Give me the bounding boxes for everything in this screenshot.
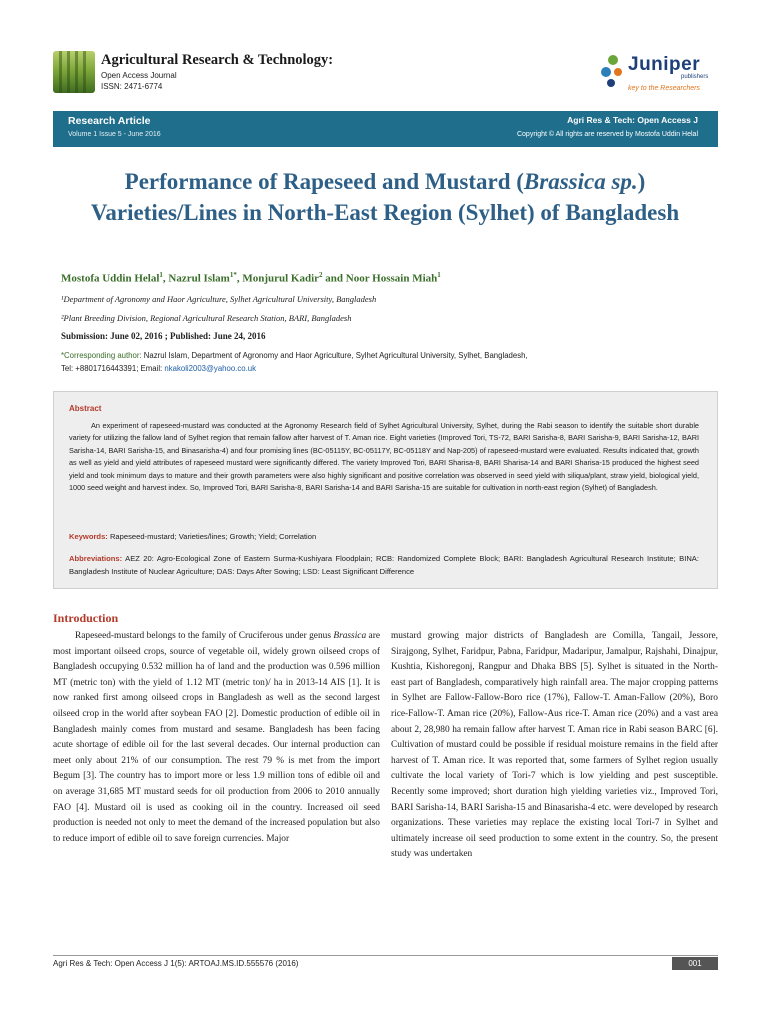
journal-abbrev: Agri Res & Tech: Open Access J <box>567 115 698 125</box>
page-number: 001 <box>672 957 718 970</box>
author-list: Mostofa Uddin Helal$^1$, Nazrul Islam$^{1*}$, Monjurul Kadir$^2$ and Noor Hossain Miah$^1$ <box>61 271 441 285</box>
journal-title: Agricultural Research & Technology: <box>101 52 334 68</box>
footer-divider <box>53 955 718 956</box>
submission-dates: Submission: June 02, 2016 ; Published: June 24, 2016 <box>61 331 266 341</box>
introduction-heading: Introduction <box>53 611 119 625</box>
abstract-heading: Abstract <box>69 404 102 413</box>
journal-issn: ISSN: 2471-6774 <box>101 82 163 91</box>
article-type: Research Article <box>68 115 151 127</box>
intro-column-1: Rapeseed-mustard belongs to the family of Cruciferous under genus Brassica are most important oilseed crops, source of vegetable oil, widely grown oilseed crops of Bangladesh occupying 0.532 million ha of land and the production was 0.596 million MT (metric ton) with the yield of 1.12 MT (metric ton)/ ha in 2013-14 AIS [1]. It is now ranked first among oilseed crops in Bangladesh as well as the second largest oilseed crop in the world after soybean FAO [2]. Domestic production of edible oil in Bangladesh mainly comes from mustard and sesame. Bangladesh has been facing acute shortage of edible oil for the last several decades. Our internal production can meet only about 21% of our consumption. The rest 79 % is met from the import Begum [3]. The country has to import more or less 1.9 million tons of edible oil and on average 31,685 MT mustard seeds for oil production from 2006 to 2010 annually FAO [4]. Mustard oil is used as cooking oil in the country. Increased oil seed production is needed not only to meet the demand of the increased population but also to reduce import of edible oil to save foreign currencies. Major <box>53 631 380 844</box>
publisher-sub: publishers <box>681 74 709 80</box>
email-link[interactable]: nkakoli2003@yahoo.co.uk <box>164 364 256 373</box>
affiliation-1: ¹Department of Agronomy and Haor Agriculture, Sylhet Agricultural University, Bangladesh <box>61 294 377 304</box>
copyright: Copyright © All rights are reserved by Mostofa Uddin Helal <box>516 131 698 138</box>
intro-column-2: mustard growing major districts of Bangladesh are Comilla, Tangail, Jessore, Sirajgong, Sylhet, Faridpur, Pabna, Faridpur, Madaripur, Jamalpur, Rajshahi, Dinajpur, Kushtia, Kishoregonj, Rangpur and Dhaka BBS [5]. Sylhet is situated in the North-east part of Bangladesh, comparatively high rainfall area. The major cropping patterns in Sylhet are Fallow-Fallow-Boro rice (17%), Fallow-T. Aman-Fallow (20%), Boro rice-Fallow-T. Aman rice (20%), Fallow-Aus rice-T. Aman rice (20%) and a vast area about 2, 28,980 ha remain fallow after harvest T. Aman rice in Rabi season BARC [6]. Cultivation of mustard could be possible if residual moisture remains in the field after harvest of T. Aman rice. It was reported that, some farmers of Sylhet region usually cultivate the local variety of Tori-7 which is low yielding and pest susceptible. Recently some improved; short duration high yielding varieties viz., Improved Tori, BARI Sarisha-14, BARI Sarisha-15 and Binasarisha-4 etc. were developed by research organizations. These varieties may replace the existing local Tori-7 in Sylhet and ultimately increase oil seed production to some extent in the country. So, the present study was undertaken <box>391 631 718 860</box>
abstract-text: An experiment of rapeseed-mustard was conducted at the Agronomy Research field of Sylhet Agricultural University, Sylhet, during the Rabi season to identify the suitable short durable variety for utilizing the fallow land of Sylhet region that remain fallow after harvest of T. Aman rice. Eight varieties (Improved Tori, TS-72, BARI Sarisha-8, BARI Sarisha-9, BARI Sarisha-12, BARI Sarisha-14, BARI Sarisha-15, and Binasarisha-4) and four promising lines (BC-05115Y, BC-05117Y, BC-05118Y and Nap-205) of rapeseed-mustard were evaluated. Results indicated that, growth as well as yield and yield attributes of rapeseed mustard were significantly differed. The variety Improved Tori, BARI Sharisa-8, BARI Sharisa-14 and BARI Sharisa-15 produced the highest seed yield and took minimum days to mature and their growth parameters were also highly significant and positive correlation was observed in seed yield with siliqua/plant, straw yield, biological yield, 1000 seed weight and harvest index. So, Improved Tori, BARI Sarisha-8, BARI Sarisha-14 and BARI Sarisha-15 are suitable for cultivation in north-east region (Sylhet) of Bangladesh. <box>69 421 699 493</box>
article-title: Performance of Rapeseed and Mustard (Brassica sp.) Varieties/Lines in North-East Region (Sylhet) of Bangladesh <box>90 169 680 225</box>
abbreviations: Abbreviations: AEZ 20: Agro-Ecological Zone of Eastern Surma-Kushiyara Floodplain; RCB: Randomized Complete Block; BARI: Bangladesh Agricultural Research Institute; BINA: Bangladesh Institute of Nuclear Agriculture; DAS: Days After Sowing; LSD: Least Significant Difference <box>69 554 699 576</box>
journal-info <box>101 70 177 92</box>
publisher-tagline: key to the Researchers <box>628 85 700 92</box>
corresponding-author: *Corresponding author: Nazrul Islam, Department of Agronomy and Haor Agriculture, Sylhet Agricultural University, Sylhet, Bangladesh, Tel: +8801716443391; Email: nkakoli2003@yahoo.co.uk <box>61 351 528 373</box>
juniper-logo-icon <box>598 50 628 92</box>
affiliation-2: ²Plant Breeding Division, Regional Agricultural Research Station, BARI, Bangladesh <box>61 313 352 323</box>
footer-citation: Agri Res & Tech: Open Access J 1(5): ARTOAJ.MS.ID.555576 (2016) <box>53 959 299 968</box>
journal-logo <box>53 51 95 93</box>
publisher-name: Juniper <box>628 54 701 75</box>
volume-info: Volume 1 Issue 5 - June 2016 <box>68 131 161 138</box>
journal-type: Open Access Journal <box>101 71 177 80</box>
keywords: Keywords: Rapeseed-mustard; Varieties/lines; Growth; Yield; Correlation <box>69 532 317 541</box>
